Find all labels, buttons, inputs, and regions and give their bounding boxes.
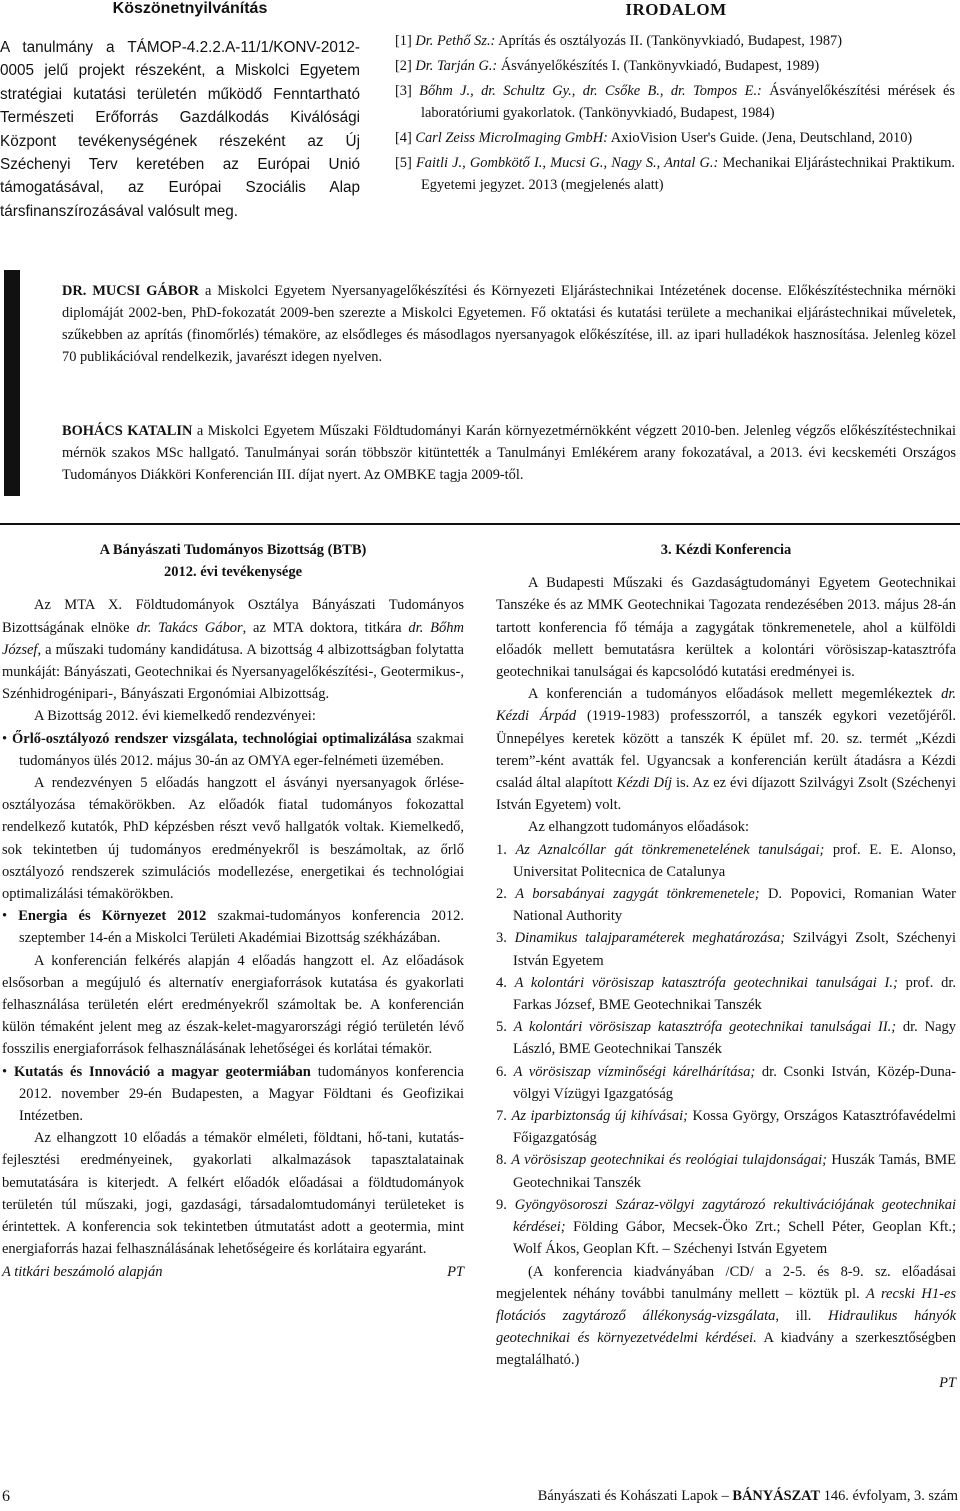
paragraph: A Budapesti Műszaki és Gazdaságtudományi Egyetem Geotechnikai Tanszéke és az MMK Geotechnikai Tagozata rendezésében 2013. május 28-án tartott konferencia fő témája a zagygátak tönkremenetele, ahol a külföldi előadók mellett bemutatásra kerültek a kolontári vörösiszap-katasztrófa geotechnikai tanulságai és kapcsolódó kutatási eredményei is. (496, 575, 956, 681)
author-bio: DR. MUCSI GÁBOR a Miskolci Egyetem Nyersanyagelőkészítési és Környezeti Eljárástechnikai Intézetének docense. Előkészítéstechnika mérnöki diplomáját 2002-ben, PhD-fokozatát 2009-ben szerezte a Miskolci Egyetemen. Fő oktatási és kutatási területe a mechanikai eljárástechnikai műveletek, szűkebben az aprítás (finomőrlés) témaköre, az elsődleges és másodlagos nyersanyagok előkészítése, ill. az ipari hulladékok hasznosítása. Jelenleg közel 70 publikációval rendelkezik, javarészt idegen nyelven. (62, 283, 956, 365)
talk-item: 6. A vörösiszap vízminőségi kárelhárítása; dr. Csonki István, Közép-Duna-völgyi Vízügyi Igazgatóság (496, 1063, 956, 1102)
talk-list (496, 839, 956, 1261)
reference-item: [1] Dr. Pethő Sz.: Aprítás és osztályozás II. (Tankönyvkiadó, Budapest, 1987) (395, 33, 843, 49)
reference-item: [3] Bőhm J., dr. Schultz Gy., dr. Csőke B., dr. Tompos E.: Ásványelőkészítési mérések és laboratóriumi gyakorlatok. (Tankönyvkiadó, Budapest, 1984) (395, 83, 956, 121)
reference-author: Carl Zeiss MicroImaging GmbH: (415, 130, 608, 146)
talk-item: 5. A kolontári vörösiszap katasztrófa geotechnikai tanulságai II.; dr. Nagy László, BME Geotechnikai Tanszék (496, 1019, 957, 1058)
paragraph: A konferencián felkérés alapján 4 előadás hangzott el. Az előadások elsősorban a megújuló és alternatív energiaforrások kutatása és gyakorlati felhasználása területén elért eredményekről számoltak be. A konferencián külön témaként jelent meg az észak-kelet-magyarországi régió területén lévő fosszilis energiaforrások felhasználásának lehetőségei és korlátai témakör. (2, 952, 464, 1058)
bullet-item: • Őrlő-osztályozó rendszer vizsgálata, technológiai optimalizálása szakmai tudományos ülés 2012. május 30-án az OMYA eger-felnémeti üzemében. (2, 730, 465, 769)
signature-source: A titkári beszámoló alapján (2, 1263, 163, 1280)
talk-item: 7. Az iparbiztonság új kihívásai; Kossa György, Országos Katasztrófavédelmi Főigazgatóság (496, 1108, 956, 1147)
talk-item: 1. Az Aznalcóllar gát tönkremenetelének tanulságai; prof. E. E. Alonso, Universitat Politecnica de Catalunya (496, 841, 957, 880)
reference-item: [4] Carl Zeiss MicroImaging GmbH: AxioVision User's Guide. (Jena, Deutschland, 2010) (395, 130, 913, 146)
talk-item: 3. Dinamikus talajparaméterek meghatározása; Szilvágyi Zsolt, Széchenyi István Egyetem (496, 930, 957, 969)
btb-subtitle: 2012. évi tevékenysége (163, 564, 303, 581)
reference-author: Bőhm J., dr. Schultz Gy., dr. Csőke B., dr. Tompos E.: (419, 83, 762, 99)
reference-item: [5] Faitli J., Gombkötő I., Mucsi G., Nagy S., Antal G.: Mechanikai Eljárástechnikai Praktikum. Egyetemi jegyzet. 2013 (megjelenés alatt) (395, 155, 955, 193)
talk-item: 8. A vörösiszap geotechnikai és reológiai tulajdonságai; Huszák Tamás, BME Geotechnikai Tanszék (496, 1152, 956, 1191)
bio-sidebar-bar (4, 270, 20, 496)
references-title: IRODALOM (625, 0, 727, 19)
reference-author: Dr. Tarján G.: (415, 58, 498, 74)
kezdi-conference-column (496, 539, 956, 1394)
talk-item: 9. Gyöngyösoroszi Száraz-völgyi zagytározó rekultivációjának geotechnikai kérdései; Földing Gábor, Mecsek-Öko Zrt.; Schell Péter, Geoplan Kft.; Wolf Ákos, Geoplan Kft. – Széchenyi István Egyetem (496, 1196, 957, 1258)
paragraph: Az elhangzott tudományos előadások: (528, 819, 750, 836)
reference-author: Faitli J., Gombkötő I., Mucsi G., Nagy S., Antal G.: (415, 155, 719, 171)
bullet-item: • Kutatás és Innováció a magyar geotermiában tudományos konferencia 2012. november 29-én Budapesten, a Magyar Földtani és Geofizikai Intézetben. (2, 1063, 464, 1125)
talk-item: 2. A borsabányai zagygát tönkremenetele; D. Popovici, Romanian Water National Authority (496, 886, 957, 925)
btb-title: A Bányászati Tudományos Bizottság (BTB) (99, 542, 367, 558)
author-name: BOHÁCS KATALIN (62, 423, 193, 439)
btb-report-column (2, 539, 464, 1283)
kezdi-title: 3. Kézdi Konferencia (660, 542, 792, 558)
author-bio: BOHÁCS KATALIN a Miskolci Egyetem Műszaki Földtudományi Karán környezetmérnökként végzett 2010-ben. Jelenleg végzős előkészítéstechnikai mérnök szakos MSc hallgató. Tanulmányai során többször kitüntették a Tanulmányi Emlékérem arany fokozatával, a 2013. évi kecskeméti Országos Tudományos Diákköri Konferencián III. díjat nyert. Az OMBKE tagja 2009-től. (62, 423, 956, 483)
paragraph: (A konferencia kiadványában /CD/ a 2-5. és 8-9. sz. előadásai megjelentek néhány további tanulmány mellett – köztük pl. A recski H1-es flotációs zagytároző állékonyság-vizsgálata, ill. Hidraulikus hányók geotechnikai és környezetvédelmi kérdései. A kiadvány a szerkesztőségben megtalálható.) (496, 1263, 957, 1369)
paragraph: A rendezvényen 5 előadás hangzott el ásványi nyersanyagok őrlése-osztályozása témakörökben. Az előadók fiatal tudományos fokozattal rendelkező kutatók, PhD képzésben részt vevő hallgatók voltak. Kiemelkedő, sok tekintetben új tudományos eredményekről is beszámoltak, az őrlő osztályozó rendszerek szimulációs modellezése, energetikai és technológiai optimalizálási témakörökben. (2, 775, 464, 903)
paragraph: A Bizottság 2012. évi kiemelkedő rendezvényei: (34, 708, 316, 725)
signature-initials: PT (447, 1263, 464, 1280)
reference-author: Dr. Pethő Sz.: (415, 33, 496, 49)
paragraph: Az elhangzott 10 előadás a témakör elméleti, földtani, hő-tani, kutatás-fejlesztési eredményeinek, gyakorlati alkalmazások tapasztalatainak bemutatására is kiterjedt. A felkért előadók előadásai a földtudományok területén túl műszaki, jogi, gazdasági, társadalomtudományi területeket is érintettek. A konferencia sok tekintetben útmutatást adott a geotermia, mint energiaforrás hazai felhasználásának lehetőségeire és korlátaira egyaránt. (2, 1130, 464, 1258)
author-name: DR. MUCSI GÁBOR (62, 283, 199, 299)
journal-footer: Bányászati és Kohászati Lapok – BÁNYÁSZAT 146. évfolyam, 3. szám (537, 1488, 958, 1504)
acknowledgement-title: Köszönetnyilvánítás (112, 0, 268, 17)
signature-line (2, 1261, 464, 1283)
talk-item: 4. A kolontári vörösiszap katasztrófa geotechnikai tanulságai I.; prof. dr. Farkas József, BME Geotechnikai Tanszék (496, 974, 956, 1014)
reference-list (395, 30, 955, 199)
paragraph: A konferencián a tudományos előadások mellett megemlékeztek dr. Kézdi Árpád (1919-1983) professzorról, a tanszék egykori vezetőjéről. Ünnepélyes keretek között a tanszék K épület mf. 20. sz. termét „Kézdi terem”-ként avatták fel. Ugyancsak a konferencián került átadásra a Kézdi család által alapított Kézdi Díj is. Az ez évi díjazott Szilvágyi Zsolt (Széchenyi István Egyetem) volt. (496, 686, 957, 814)
reference-item: [2] Dr. Tarján G.: Ásványelőkészítés I. (Tankönyvkiadó, Budapest, 1989) (395, 58, 820, 74)
paragraph: Az MTA X. Földtudományok Osztálya Bányászati Tudományos Bizottságának elnöke dr. Takács Gábor, az MTA doktora, titkára dr. Bőhm József, a műszaki tudomány kandidátusa. A bizottság 4 albizottságban folytatta munkáját: Bányászati, Geotechnikai és Nyersanyagelőkészítési-, Geotermikus-, Szénhidrogénipari-, Bányászati Ergonómiai Albizottság. (2, 597, 464, 703)
section-divider (0, 523, 960, 525)
signature-line (496, 1372, 956, 1394)
signature-initials: PT (939, 1374, 956, 1391)
bullet-item: • Energia és Környezet 2012 szakmai-tudományos konferencia 2012. szeptember 14-én a Miskolci Területi Akadémiai Bizottság székházában. (2, 908, 465, 947)
acknowledgement-text: A tanulmány a TÁMOP-4.2.2.A-11/1/KONV-2012-0005 jelű projekt részeként, a Miskolci Egyetem stratégiai kutatási területén működő Fenntartható Természeti Erőforrás Gazdálkodás Kiválósági Központ tevékenységének részeként az Új Széchenyi Terv keretében az Európai Unió támogatásával, az Európai Szociális Alap társfinanszírozásával valósult meg. (0, 39, 360, 220)
page-number: 6 (2, 1488, 10, 1505)
